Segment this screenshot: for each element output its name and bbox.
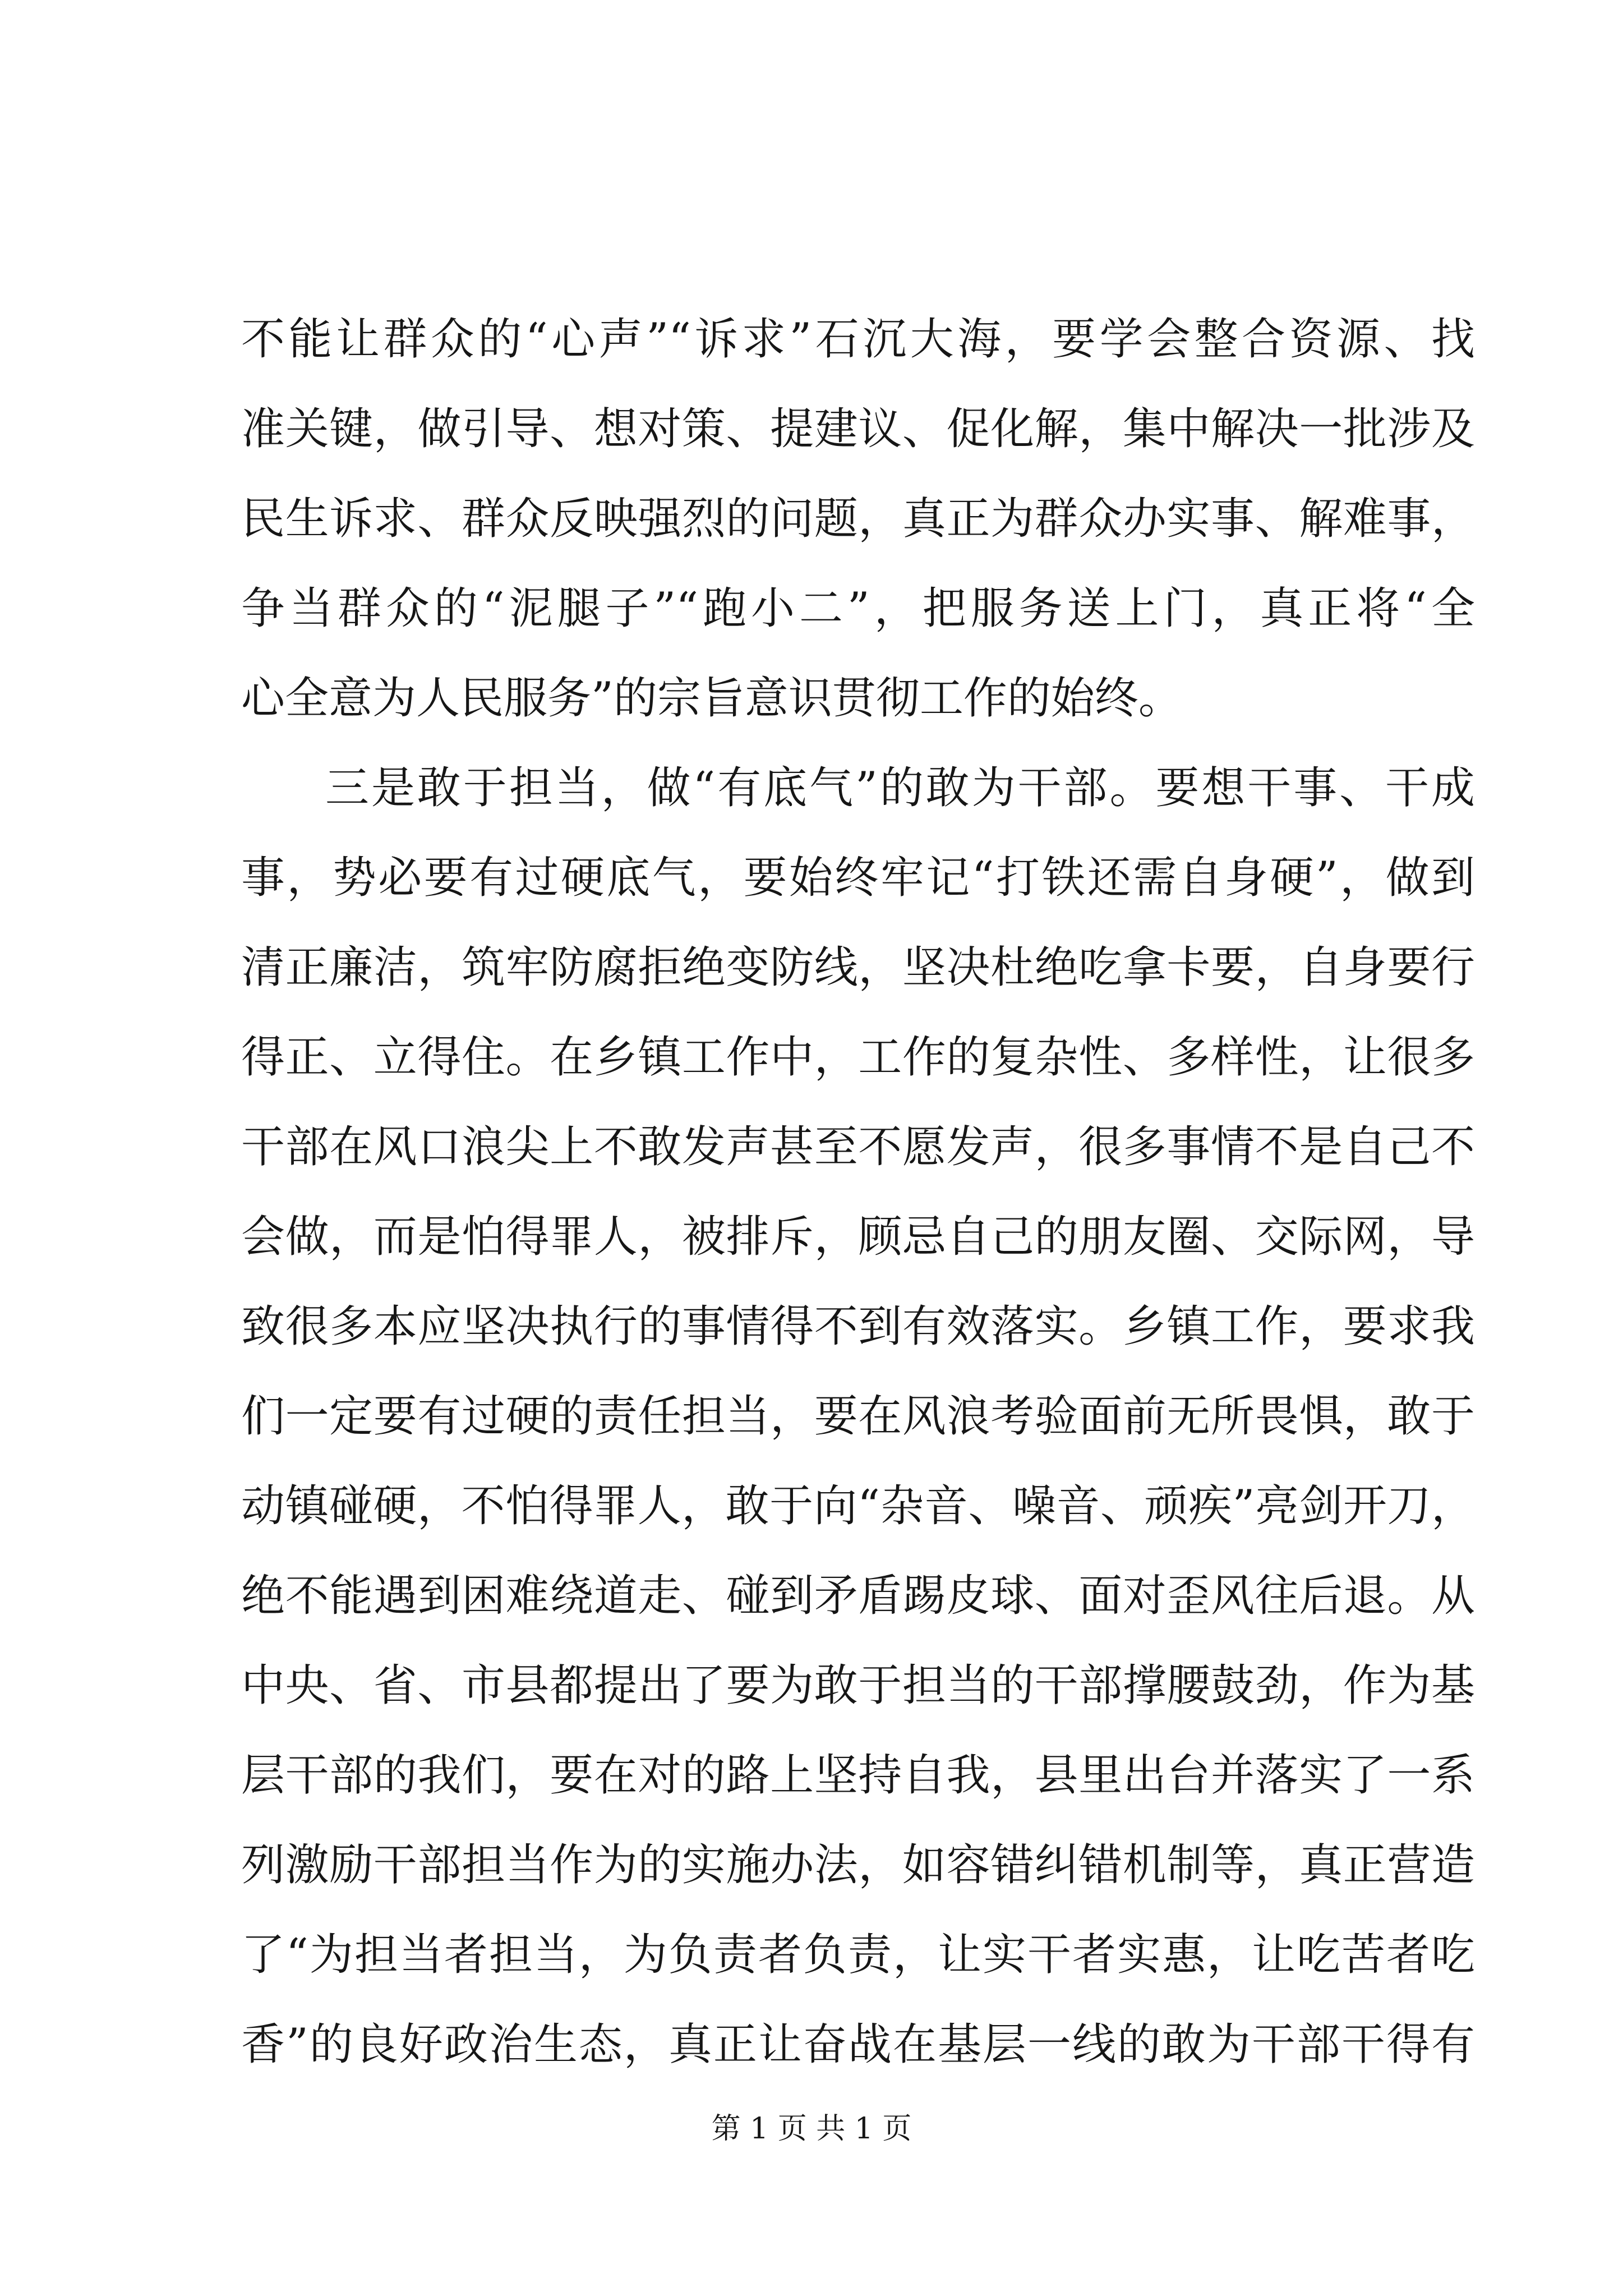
text-line: 事，势必要有过硬底气，要始终牢记“打铁还需自身硬”，做到	[241, 853, 1475, 903]
text-line: 绝不能遇到困难绕道走、碰到矛盾踢皮球、面对歪风往后退。从	[241, 1571, 1475, 1621]
text-line: 列激励干部担当作为的实施办法，如容错纠错机制等，真正营造	[241, 1840, 1475, 1890]
text-line: 动镇碰硬，不怕得罪人，敢于向“杂音、噪音、顽疾”亮剑开刀，	[241, 1481, 1475, 1531]
text-line: 不能让群众的“心声”“诉求”石沉大海，要学会整合资源、找	[241, 314, 1475, 365]
text-line: 会做，而是怕得罪人，被排斥，顾忌自己的朋友圈、交际网，导	[241, 1212, 1475, 1262]
page-footer: 第 1 页 共 1 页	[711, 2112, 912, 2146]
text-line: 准关键，做引导、想对策、提建议、促化解，集中解决一批涉及	[241, 404, 1475, 454]
text-line: 中央、省、市县都提出了要为敢于担当的干部撑腰鼓劲，作为基	[241, 1660, 1475, 1711]
text-line: 香”的良好政治生态，真正让奋战在基层一线的敢为干部干得有	[241, 2019, 1475, 2070]
text-line: 争当群众的“泥腿子”“跑小二”，把服务送上门，真正将“全	[241, 583, 1475, 634]
text-line: 心全意为人民服务”的宗旨意识贯彻工作的始终。	[241, 673, 1182, 724]
text-line: 干部在风口浪尖上不敢发声甚至不愿发声，很多事情不是自己不	[241, 1122, 1475, 1172]
text-line: 了“为担当者担当，为负责者负责，让实干者实惠，让吃苦者吃	[241, 1930, 1475, 1980]
text-line: 清正廉洁，筑牢防腐拒绝变防线，坚决杜绝吃拿卡要，自身要行	[241, 942, 1475, 993]
text-line: 得正、立得住。在乡镇工作中，工作的复杂性、多样性，让很多	[241, 1032, 1475, 1083]
text-line: 民生诉求、群众反映强烈的问题，真正为群众办实事、解难事，	[241, 494, 1475, 544]
text-line: 致很多本应坚决执行的事情得不到有效落实。乡镇工作，要求我	[241, 1301, 1475, 1352]
text-line: 层干部的我们，要在对的路上坚持自我，县里出台并落实了一系	[241, 1750, 1475, 1801]
text-line: 们一定要有过硬的责任担当，要在风浪考验面前无所畏惧，敢于	[241, 1391, 1475, 1442]
paragraph-start-line: 三是敢于担当，做“有底气”的敢为干部。要想干事、干成	[325, 763, 1475, 813]
